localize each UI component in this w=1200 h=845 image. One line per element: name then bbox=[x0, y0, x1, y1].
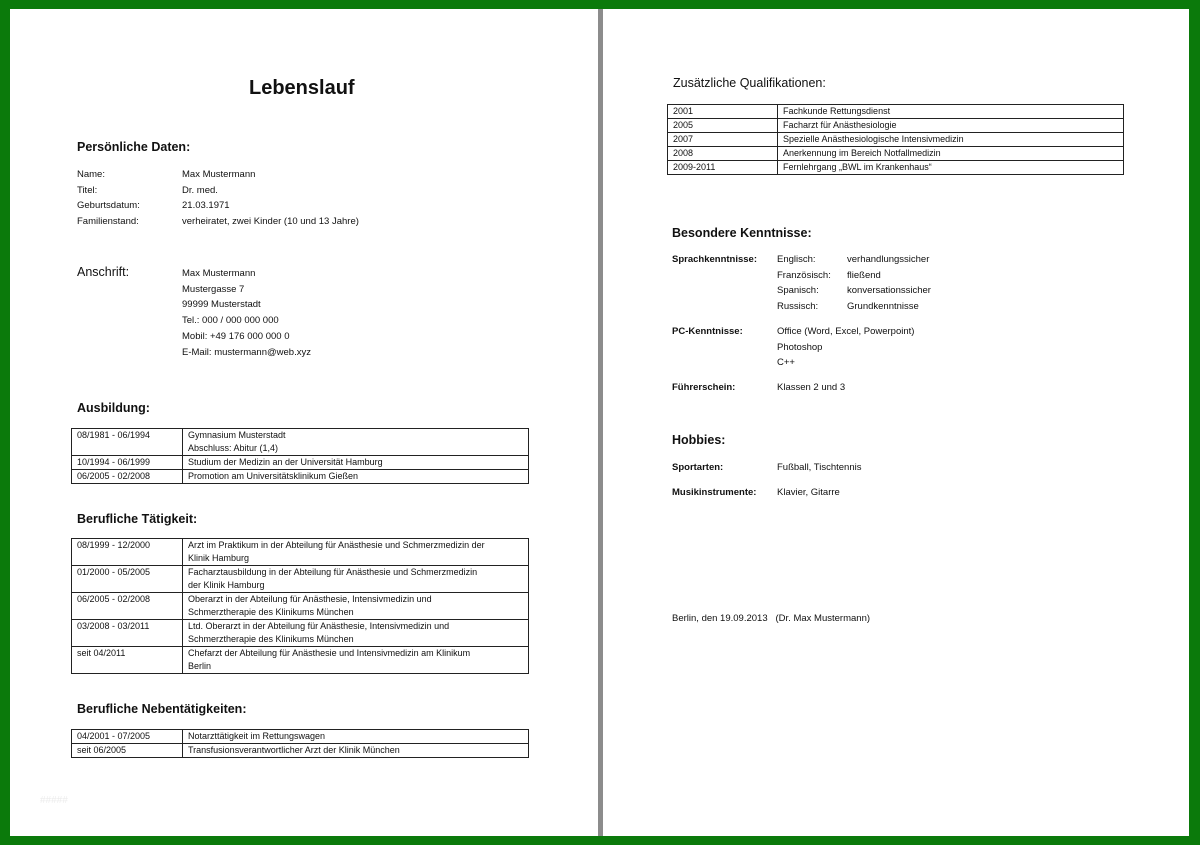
personal-value: 21.03.1971 bbox=[182, 200, 230, 211]
date-cell: 06/2005 - 02/2008 bbox=[72, 593, 183, 620]
description-cell: Facharzt für Anästhesiologie bbox=[778, 119, 1124, 133]
table-row bbox=[72, 730, 529, 744]
pc-skills-label: PC-Kenntnisse: bbox=[672, 326, 743, 337]
table-row bbox=[668, 119, 1124, 133]
license-label: Führerschein: bbox=[672, 382, 736, 393]
pc-skill: C++ bbox=[777, 357, 795, 368]
description-line: der Klinik Hamburg bbox=[188, 580, 265, 590]
description-line: Ltd. Oberarzt in der Abteilung für Anästhesie, Intensivmedizin und bbox=[188, 621, 450, 631]
instruments-value: Klavier, Gitarre bbox=[777, 487, 840, 498]
personal-label: Geburtsdatum: bbox=[77, 200, 140, 211]
description-line: Oberarzt in der Abteilung für Anästhesie, Intensivmedizin und bbox=[188, 594, 432, 604]
year-cell: 2001 bbox=[668, 105, 778, 119]
year-cell: 2007 bbox=[668, 133, 778, 147]
side-jobs-table bbox=[71, 729, 529, 758]
language-level: fließend bbox=[847, 269, 881, 281]
address-line: 99999 Musterstadt bbox=[182, 299, 261, 311]
table-row bbox=[668, 133, 1124, 147]
address-line: Mustergasse 7 bbox=[182, 283, 245, 295]
date-cell: 08/1981 - 06/1994 bbox=[72, 429, 183, 456]
language-name: Englisch: bbox=[777, 254, 816, 265]
qualifications-heading: Zusätzliche Qualifikationen: bbox=[673, 76, 826, 90]
side-jobs-heading: Berufliche Nebentätigkeiten: bbox=[77, 702, 247, 716]
description-cell bbox=[183, 566, 529, 593]
table-row bbox=[72, 539, 529, 566]
document-title: Lebenslauf bbox=[249, 77, 355, 99]
description-cell: Fernlehrgang „BWL im Krankenhaus“ bbox=[778, 161, 1124, 175]
personal-label: Titel: bbox=[77, 184, 98, 196]
personal-label: Name: bbox=[77, 169, 105, 180]
language-level: verhandlungssicher bbox=[847, 254, 930, 265]
date-cell: seit 06/2005 bbox=[72, 744, 183, 758]
license-value: Klassen 2 und 3 bbox=[777, 382, 846, 393]
personal-value: verheiratet, zwei Kinder (10 und 13 Jahre) bbox=[182, 215, 359, 227]
description-cell: Transfusionsverantwortlicher Arzt der Klinik München bbox=[183, 744, 529, 758]
career-table bbox=[71, 538, 529, 674]
description-line: Gymnasium Musterstadt bbox=[188, 430, 286, 440]
pc-skill: Office (Word, Excel, Powerpoint) bbox=[777, 326, 915, 337]
table-row bbox=[72, 470, 529, 484]
description-cell: Notarzttätigkeit im Rettungswagen bbox=[183, 730, 529, 744]
pc-skills-list bbox=[777, 324, 914, 371]
address-line: Tel.: 000 / 000 000 000 bbox=[182, 315, 279, 327]
date-cell: 06/2005 - 02/2008 bbox=[72, 470, 183, 484]
language-levels bbox=[847, 252, 931, 314]
table-row bbox=[668, 105, 1124, 119]
date-cell: 10/1994 - 06/1999 bbox=[72, 456, 183, 470]
address-heading: Anschrift: bbox=[77, 265, 130, 279]
address-block bbox=[182, 266, 311, 360]
personal-value: Max Mustermann bbox=[182, 169, 256, 180]
address-line: E-Mail: mustermann@web.xyz bbox=[182, 346, 311, 358]
table-row bbox=[72, 429, 529, 456]
language-level: konversationssicher bbox=[847, 285, 931, 296]
table-row bbox=[668, 147, 1124, 161]
address-line: Max Mustermann bbox=[182, 268, 256, 279]
languages-label: Sprachkenntnisse: bbox=[672, 254, 757, 265]
description-cell bbox=[183, 593, 529, 620]
description-line: Facharztausbildung in der Abteilung für Anästhesie und Schmerzmedizin bbox=[188, 567, 478, 577]
personal-labels bbox=[77, 167, 140, 229]
qualifications-table bbox=[667, 104, 1124, 175]
instruments-label: Musikinstrumente: bbox=[672, 487, 757, 498]
description-line: Schmerztherapie des Klinikums München bbox=[188, 607, 354, 617]
description-cell: Studium der Medizin an der Universität Hamburg bbox=[183, 456, 529, 470]
page-left bbox=[10, 9, 598, 836]
language-name: Russisch: bbox=[777, 300, 819, 312]
table-row bbox=[72, 593, 529, 620]
page-right bbox=[603, 9, 1189, 836]
table-row bbox=[72, 647, 529, 674]
career-heading: Berufliche Tätigkeit: bbox=[77, 512, 198, 526]
table-row bbox=[72, 620, 529, 647]
description-cell bbox=[183, 647, 529, 674]
sports-value: Fußball, Tischtennis bbox=[777, 462, 862, 473]
address-line: Mobil: +49 176 000 000 0 bbox=[182, 330, 290, 342]
description-cell bbox=[183, 620, 529, 647]
description-cell: Fachkunde Rettungsdienst bbox=[778, 105, 1124, 119]
year-cell: 2005 bbox=[668, 119, 778, 133]
education-heading: Ausbildung: bbox=[77, 401, 150, 415]
language-name: Französisch: bbox=[777, 269, 831, 281]
description-line: Arzt im Praktikum in der Abteilung für Anästhesie und Schmerzmedizin der bbox=[188, 540, 485, 550]
sports-label: Sportarten: bbox=[672, 462, 724, 473]
table-row bbox=[72, 744, 529, 758]
education-table bbox=[71, 428, 529, 484]
languages-list bbox=[777, 252, 831, 314]
description-cell: Spezielle Anästhesiologische Intensivmedizin bbox=[778, 133, 1124, 147]
skills-heading: Besondere Kenntnisse: bbox=[672, 226, 812, 240]
description-line: Berlin bbox=[188, 661, 212, 671]
personal-values bbox=[182, 167, 359, 229]
description-cell bbox=[183, 539, 529, 566]
table-row bbox=[668, 161, 1124, 175]
place-date-signature: Berlin, den 19.09.2013 (Dr. Max Mustermann) bbox=[672, 613, 871, 624]
personal-value: Dr. med. bbox=[182, 184, 218, 196]
date-cell: 04/2001 - 07/2005 bbox=[72, 730, 183, 744]
hobbies-heading: Hobbies: bbox=[672, 433, 726, 447]
year-cell: 2008 bbox=[668, 147, 778, 161]
description-line: Schmerztherapie des Klinikums München bbox=[188, 634, 354, 644]
date-cell: 01/2000 - 05/2005 bbox=[72, 566, 183, 593]
description-line: Klinik Hamburg bbox=[188, 553, 250, 563]
date-cell: 08/1999 - 12/2000 bbox=[72, 539, 183, 566]
date-cell: seit 04/2011 bbox=[72, 647, 183, 674]
description-cell bbox=[183, 429, 529, 456]
language-name: Spanisch: bbox=[777, 285, 819, 296]
table-row bbox=[72, 456, 529, 470]
pc-skill: Photoshop bbox=[777, 341, 823, 353]
date-cell: 03/2008 - 03/2011 bbox=[72, 620, 183, 647]
table-row bbox=[72, 566, 529, 593]
description-line: Chefarzt der Abteilung für Anästhesie und Intensivmedizin am Klinikum bbox=[188, 648, 471, 658]
description-cell: Promotion am Universitätsklinikum Gießen bbox=[183, 470, 529, 484]
personal-label: Familienstand: bbox=[77, 215, 139, 227]
description-cell: Anerkennung im Bereich Notfallmedizin bbox=[778, 147, 1124, 161]
description-line: Abschluss: Abitur (1,4) bbox=[188, 443, 279, 453]
language-level: Grundkenntnisse bbox=[847, 300, 919, 312]
personal-data-heading: Persönliche Daten: bbox=[77, 140, 191, 154]
year-cell: 2009-2011 bbox=[668, 161, 778, 175]
watermark: ##### bbox=[40, 795, 68, 806]
